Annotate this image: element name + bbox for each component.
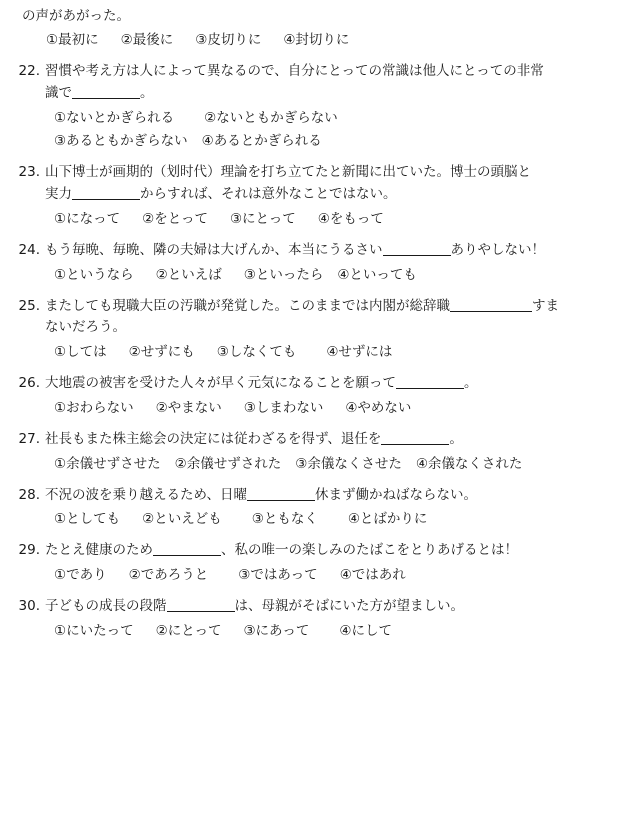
question-23 (10, 155, 622, 231)
continuation-line: の声があがった。 (22, 8, 130, 24)
answer-blank[interactable] (396, 388, 464, 389)
answer-blank[interactable] (381, 444, 449, 445)
answer-blank[interactable] (247, 500, 315, 501)
question-line-1-pre: またしても現職大臣の汚職が発覚した。このままでは内閣が総辞職 (45, 297, 450, 314)
question-line-1: 習慣や考え方は人によって異なるので、自分にとっての常識は他人にとっての非常 (45, 62, 544, 79)
question-line-2-pre: 実力 (45, 186, 72, 203)
option-list (54, 621, 622, 643)
answer-blank[interactable] (450, 311, 532, 312)
option[interactable]: ④をもって (317, 210, 384, 227)
question-text (45, 540, 622, 562)
option[interactable]: ②やまない (155, 399, 222, 416)
option[interactable]: ④やめない (345, 399, 412, 416)
question-number: 23. (18, 164, 40, 181)
option[interactable]: ③ともなく (251, 511, 318, 528)
question-text (45, 296, 622, 340)
option[interactable]: ④ではあれ (339, 567, 406, 584)
option[interactable]: ②をとって (142, 210, 208, 227)
option[interactable]: ①にいたって (54, 622, 134, 639)
option-list (54, 454, 622, 476)
option-list (54, 509, 622, 531)
question-line-1-pre: たとえ健康のため (45, 542, 153, 559)
question-line-1-pre: 社長もまた株主総会の決定には従わざるを得ず、退任を (45, 430, 382, 447)
option[interactable]: ③しまわない (243, 399, 324, 416)
question-24 (10, 233, 622, 287)
option[interactable]: ④余儀なくされた (415, 455, 523, 472)
question-text (45, 240, 622, 262)
option[interactable]: ②といえども (142, 511, 222, 528)
option-list (54, 265, 622, 287)
question-number: 25. (18, 297, 40, 314)
option[interactable]: ①最初に (46, 31, 99, 48)
option-list (54, 209, 622, 231)
question-22 (10, 54, 622, 153)
option[interactable]: ③にとって (229, 210, 296, 227)
question-line-1: 山下博士が画期的（划时代）理論を打ち立てたと新聞に出ていた。博士の頭脳と (45, 164, 531, 181)
question-number: 22. (18, 62, 40, 79)
option[interactable]: ③余儀なくさせた (295, 455, 402, 472)
question-28 (10, 478, 622, 532)
question-text (45, 485, 622, 507)
question-line-1-pre: 大地震の被害を受けた人々が早く元気になることを願って (45, 375, 396, 392)
question-number: 28. (18, 486, 40, 503)
answer-blank[interactable] (153, 555, 221, 556)
question-30 (10, 589, 622, 643)
option-list (54, 108, 622, 154)
option[interactable]: ①ないとかぎられる (54, 109, 175, 126)
question-number: 24. (18, 241, 40, 258)
question-number: 26. (18, 375, 40, 392)
question-line-1-pre: もう毎晩、毎晩、隣の夫婦は大げんか、本当にうるさい (45, 241, 383, 258)
option[interactable]: ③ではあって (238, 567, 318, 584)
option[interactable]: ②にとって (155, 622, 222, 639)
option-list (54, 565, 622, 587)
answer-blank[interactable] (383, 255, 451, 256)
question-line-1-post: 休まず働かねばならない。 (314, 486, 477, 503)
option[interactable]: ③にあって (243, 622, 310, 639)
option[interactable]: ④せずには (326, 344, 393, 361)
option[interactable]: ①おわらない (54, 399, 134, 416)
option[interactable]: ③しなくても (216, 344, 297, 361)
question-text (45, 373, 622, 395)
option[interactable]: ④封切りに (283, 31, 350, 48)
answer-blank[interactable] (167, 611, 235, 612)
option[interactable]: ①余儀せずさせた (54, 455, 161, 472)
question-line-2-pre: 識で (45, 84, 72, 101)
question-text (45, 162, 622, 206)
option[interactable]: ①というなら (54, 266, 134, 283)
question-text (45, 596, 622, 618)
question-line-1-post: 、私の唯一の楽しみのたばこをとりあげるとは！ (221, 542, 518, 559)
option[interactable]: ②最後に (120, 31, 174, 48)
question-line-1-post: は、母親がそばにいた方が望ましい。 (234, 597, 464, 614)
question-line-1-pre: 子どもの成長の段階 (45, 597, 167, 614)
question-25 (10, 289, 622, 365)
option-list (54, 342, 622, 364)
option[interactable]: ①としても (54, 511, 121, 528)
option[interactable]: ③といったら (243, 266, 324, 283)
question-line-1-post: 。 (449, 430, 463, 447)
question-26 (10, 366, 622, 420)
question-29 (10, 533, 622, 587)
answer-blank[interactable] (72, 199, 140, 200)
option[interactable]: ①になって (54, 210, 121, 227)
question-line-1-post: すま (532, 297, 559, 314)
option[interactable]: ②ないともかぎらない (204, 109, 338, 126)
question-line-2-post: からすれば、それは意外なことではない。 (140, 186, 397, 203)
question-line-1-post: ありやしない！ (450, 241, 545, 258)
option[interactable]: ②であろうと (128, 567, 209, 584)
question-text (45, 61, 622, 105)
option[interactable]: ②せずにも (128, 344, 195, 361)
option[interactable]: ②といえば (155, 266, 222, 283)
answer-blank[interactable] (72, 98, 140, 99)
option[interactable]: ④とばかりに (347, 511, 428, 528)
question-line-1-pre: 不況の波を乗り越えるため、日曜 (45, 486, 247, 503)
question-line-1-post: 。 (464, 375, 478, 392)
question-line-2: ないだろう。 (45, 319, 126, 336)
question-27 (10, 422, 622, 476)
option[interactable]: ③あるともかぎらない (54, 133, 188, 150)
continuation-options (46, 30, 622, 52)
option[interactable]: ③皮切りに (195, 31, 262, 48)
option[interactable]: ②余儀せずされた (174, 455, 282, 472)
question-number: 27. (18, 430, 40, 447)
option[interactable]: ④といっても (337, 266, 417, 283)
question-number: 29. (18, 542, 40, 559)
option-list (54, 398, 622, 420)
question-text (45, 429, 622, 451)
option[interactable]: ④にして (339, 622, 393, 639)
question-number: 30. (18, 597, 40, 614)
question-line-2-post: 。 (140, 84, 154, 101)
option[interactable]: ④あるとかぎられる (201, 133, 322, 150)
option[interactable]: ①であり (54, 567, 107, 584)
option[interactable]: ①しては (54, 344, 107, 361)
